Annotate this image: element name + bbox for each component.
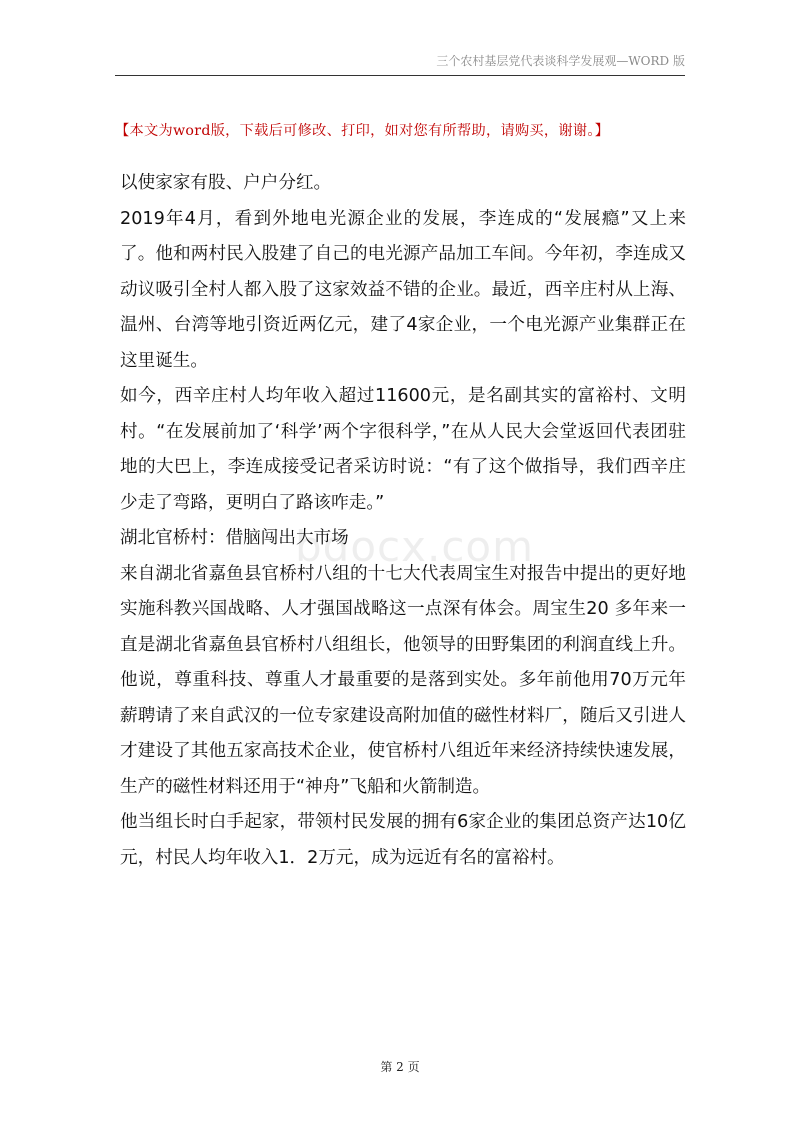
page-header <box>115 52 685 69</box>
document-title: 三个农村基层党代表谈科学发展观—WORD 版 <box>436 54 685 68</box>
page-number: 第 2 页 <box>380 1060 420 1074</box>
paragraph: 如今，西辛庄村人均年收入超过11600元，是名副其实的富裕村、文明村。“在发展前加了‘科学’两个字很科学，”在从人民大会堂返回代表团驻地的大巴上，李连成接受记者采访时说：“有了这个做指导，我们西辛庄少走了弯路，更明白了路该咋走。” <box>120 386 686 513</box>
header-divider <box>115 75 685 76</box>
paragraph: 他当组长时白手起家，带领村民发展的拥有6家企业的集团总资产达10亿元，村民人均年收入1．2万元，成为远近有名的富裕村。 <box>120 812 686 868</box>
page-footer <box>0 1058 800 1075</box>
section-heading: 湖北官桥村：借脑闯出大市场 <box>120 528 349 548</box>
watermark: bdocx.com <box>295 522 535 571</box>
paragraph: 以使家家有股、户户分红。 <box>120 173 332 193</box>
paragraph: 2019年4月，看到外地电光源企业的发展，李连成的“发展瘾”又上来了。他和两村民入股建了自己的电光源产品加工车间。今年初，李连成又动议吸引全村人都入股了这家效益不错的企业。最近，西辛庄村从上海、温州、台湾等地引资近两亿元，建了4家企业，一个电光源产业集群正在这里诞生。 <box>120 208 686 371</box>
purchase-notice: 【本文为word版，下载后可修改、打印，如对您有所帮助，请购买，谢谢。】 <box>115 123 610 139</box>
paragraph: 来自湖北省嘉鱼县官桥村八组的十七大代表周宝生对报告中提出的更好地实施科教兴国战略、人才强国战略这一点深有体会。周宝生20 多年来一直是湖北省嘉鱼县官桥村八组组长，他领导的田野集团的利润直线上升。他说，尊重科技、尊重人才最重要的是落到实处。多年前他用70万元年薪聘请了来自武汉的一位专家建设高附加值的磁性材料厂，随后又引进人才建设了其他五家高技术企业，使官桥村八组近年来经济持续快速发展，生产的磁性材料还用于“神舟”飞船和火箭制造。 <box>120 563 686 797</box>
document-body <box>120 166 686 876</box>
